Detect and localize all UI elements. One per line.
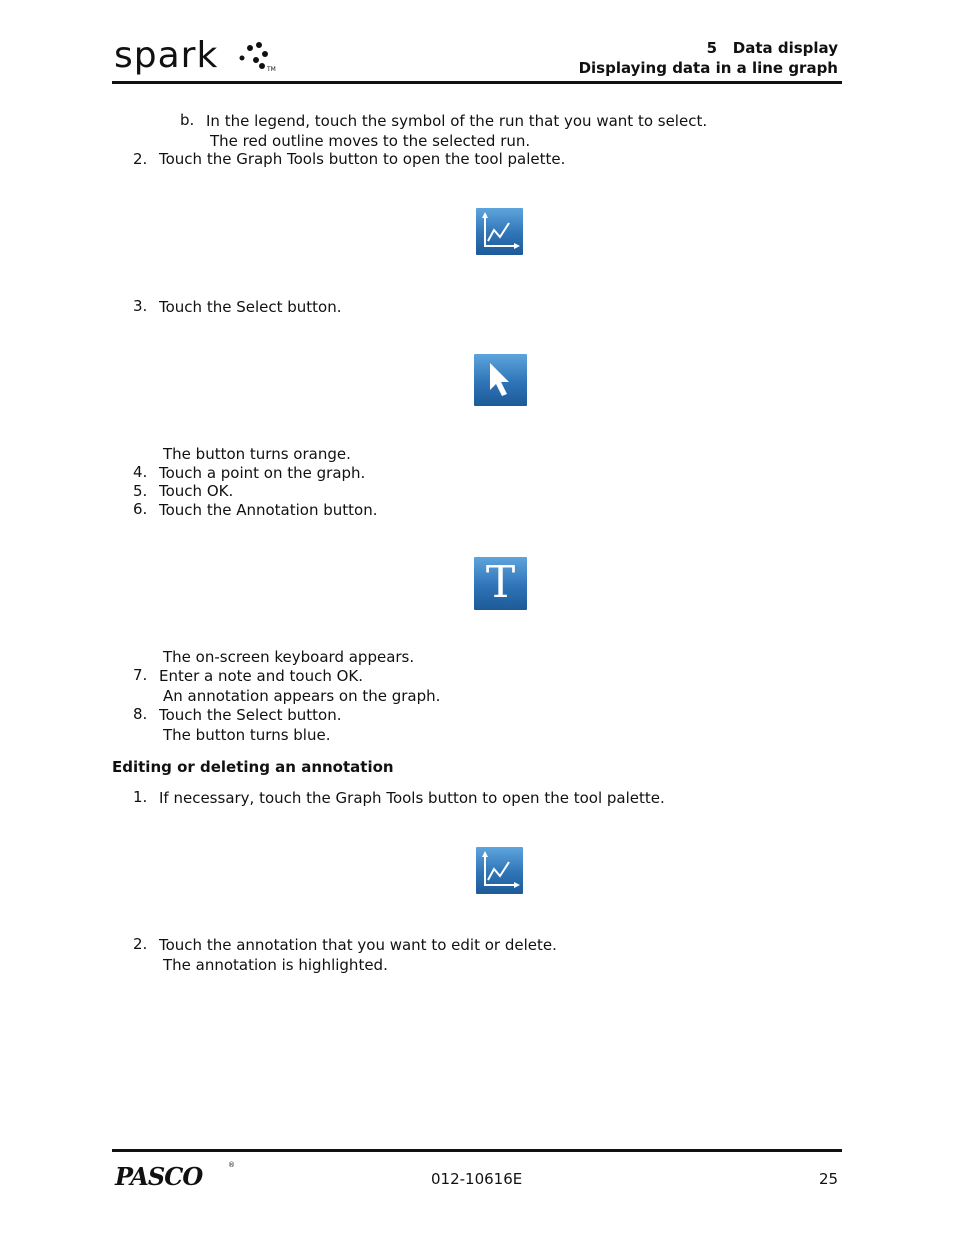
- pasco-logo: [115, 1161, 235, 1191]
- step-marker-4: 4.: [133, 463, 148, 481]
- doc-number: 012-10616E: [431, 1170, 523, 1188]
- section-heading: Editing or deleting an annotation: [112, 758, 394, 776]
- step-text-1: If necessary, touch the Graph Tools button to open the tool palette.: [159, 789, 665, 807]
- step-text-4: Touch a point on the graph.: [159, 464, 366, 482]
- step-text-6: Touch the Annotation button.: [159, 501, 378, 519]
- step-text-3: Touch the Select button.: [159, 298, 342, 316]
- section-title: Displaying data in a line graph: [578, 59, 838, 77]
- spark-logo-text: spark: [114, 35, 219, 76]
- annotation-glyph: T: [485, 557, 516, 608]
- spark-logo: [112, 36, 282, 80]
- step-marker-1: 1.: [133, 788, 148, 806]
- step-text-8: Touch the Select button.: [159, 706, 342, 724]
- select-arrow-icon: [474, 354, 527, 406]
- step-marker-7: 7.: [133, 666, 148, 684]
- step-marker-6: 6.: [133, 500, 148, 518]
- cursor-arrow-icon: [474, 354, 527, 406]
- step-note: The annotation is highlighted.: [163, 956, 388, 974]
- page-number: 25: [819, 1170, 839, 1188]
- line-graph-icon: [476, 208, 523, 255]
- svg-text:TM: TM: [267, 66, 276, 73]
- registered-mark: ®: [228, 1161, 235, 1169]
- step-marker-8: 8.: [133, 705, 148, 723]
- step-note: The on-screen keyboard appears.: [163, 648, 415, 666]
- graph-tools-icon: [476, 847, 523, 894]
- pasco-logo-text: PASCO: [115, 1162, 203, 1191]
- step-note: The button turns blue.: [163, 726, 331, 744]
- step-note: The red outline moves to the selected run.: [210, 132, 531, 150]
- header-rule: [112, 81, 842, 84]
- graph-tools-icon: [476, 208, 523, 255]
- step-note: The button turns orange.: [163, 445, 351, 463]
- spark-dots-icon: [238, 40, 282, 76]
- step-text-b: In the legend, touch the symbol of the run that you want to select.: [206, 112, 708, 130]
- step-text-2b: Touch the annotation that you want to edit or delete.: [159, 936, 557, 954]
- step-marker-3: 3.: [133, 297, 148, 315]
- line-graph-icon: [476, 847, 523, 894]
- footer-rule: [112, 1149, 842, 1152]
- chapter-title: 5 Data display: [706, 39, 838, 57]
- annotation-text-icon: [474, 557, 527, 610]
- step-marker-5: 5.: [133, 482, 148, 500]
- step-marker-2b: 2.: [133, 935, 148, 953]
- step-text-7: Enter a note and touch OK.: [159, 667, 364, 685]
- step-note: An annotation appears on the graph.: [163, 687, 441, 705]
- step-marker-b: b.: [180, 111, 195, 129]
- step-text-2: Touch the Graph Tools button to open the tool palette.: [159, 150, 566, 168]
- step-text-5: Touch OK.: [159, 482, 234, 500]
- step-marker-2: 2.: [133, 150, 148, 168]
